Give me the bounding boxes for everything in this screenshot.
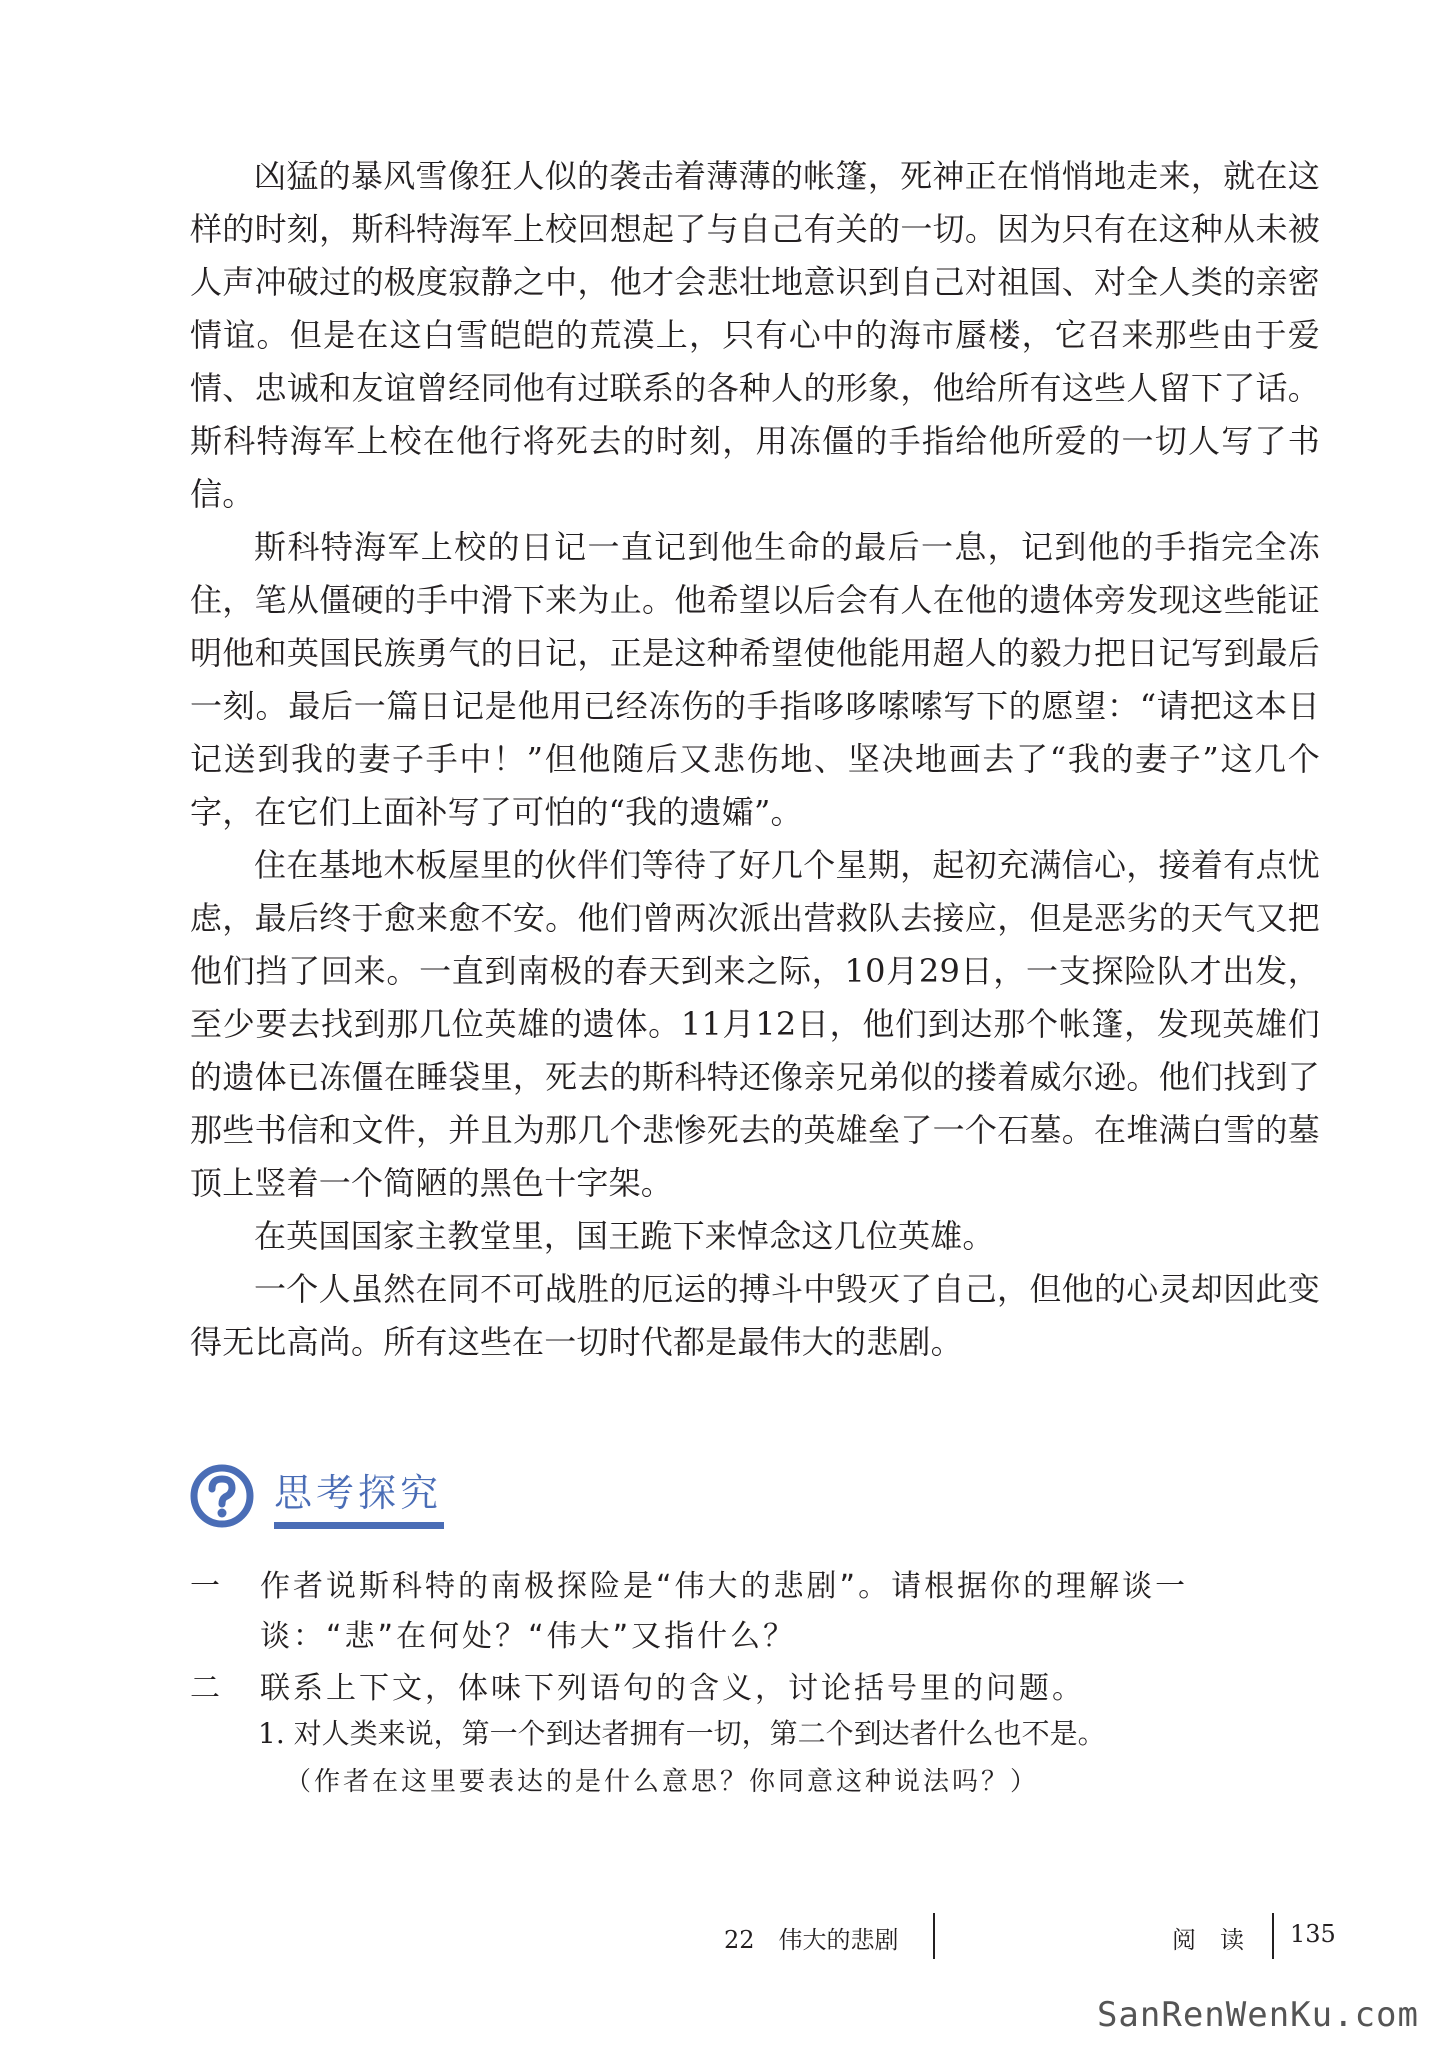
question-mark-icon [190,1464,254,1528]
sub-question-note: （作者在这里要表达的是什么意思？你同意这种说法吗？） [285,1767,1040,1797]
paragraph: 凶猛的暴风雪像狂人似的袭击着薄薄的帐篷，死神正在悄悄地走来，就在这样的时刻，斯科特海军上校回想起了与自己有关的一切。因为只有在这种从未被人声冲破过的极度寂静之中，他才会悲壮地意识到自己对祖国、对全人类的亲密情谊。但是在这白雪皑皑的荒漠上，只有心中的海市蜃楼，它召来那些由于爱情、忠诚和友谊曾经同他有过联系的各种人的形象，他给所有这些人留下了话。斯科特海军上校在他行将死去的时刻，用冻僵的手指给他所爱的一切人写了书信。 [190,157,1320,513]
footer-section-name: 阅 读 [1172,1926,1244,1954]
paragraph: 在英国国家主教堂里，国王跪下来悼念这几位英雄。 [254,1217,995,1255]
footer-lesson-title: 22 伟大的悲剧 [724,1926,899,1954]
paragraph: 斯科特海军上校的日记一直记到他生命的最后一息，记到他的手指完全冻住，笔从僵硬的手中滑下来为止。他希望以后会有人在他的遗体旁发现这些能证明他和英国民族勇气的日记，正是这种希望使他能用超人的毅力把日记写到最后一刻。最后一篇日记是他用已经冻伤的手指哆哆嗦嗦写下的愿望：“请把这本日记送到我的妻子手中！”但他随后又悲伤地、坚决地画去了“我的妻子”这几个字，在它们上面补写了可怕的“我的遗孀”。 [190,528,1320,831]
question-text: 作者说斯科特的南极探险是“伟大的悲剧”。请根据你的理解谈一谈：“悲”在何处？“伟大”又指什么？ [260,1569,1189,1654]
question-item [190,1664,1340,1714]
footer-divider [1272,1913,1274,1959]
watermark: SanRenWenKu.com [1096,1995,1419,2035]
section-title-underline [274,1522,444,1529]
sub-question: 1. 对人类来说，第一个到达者拥有一切，第二个到达者什么也不是。 [258,1717,1106,1750]
paragraph: 住在基地木板屋里的伙伴们等待了好几个星期，起初充满信心，接着有点忧虑，最后终于愈来愈不安。他们曾两次派出营救队去接应，但是恶劣的天气又把他们挡了回来。一直到南极的春天到来之际，10月29日，一支探险队才出发，至少要去找到那几位英雄的遗体。11月12日，他们到达那个帐篷，发现英雄们的遗体已冻僵在睡袋里，死去的斯科特还像亲兄弟似的搂着威尔逊。他们找到了那些书信和文件，并且为那几个悲惨死去的英雄垒了一个石墓。在堆满白雪的墓顶上竖着一个简陋的黑色十字架。 [190,846,1320,1202]
question-item [190,1562,1340,1662]
footer-divider [933,1913,935,1959]
question-text: 联系上下文，体味下列语句的含义，讨论括号里的问题。 [260,1671,1085,1706]
article-body [190,150,1320,1369]
page-number: 135 [1290,1920,1336,1948]
exercise-section-header [190,1462,490,1542]
question-number: 一 [190,1569,223,1604]
paragraph: 一个人虽然在同不可战胜的厄运的搏斗中毁灭了自己，但他的心灵却因此变得无比高尚。所有这些在一切时代都是最伟大的悲剧。 [190,1270,1320,1361]
question-number: 二 [190,1671,223,1706]
section-title: 思考探究 [274,1471,443,1515]
